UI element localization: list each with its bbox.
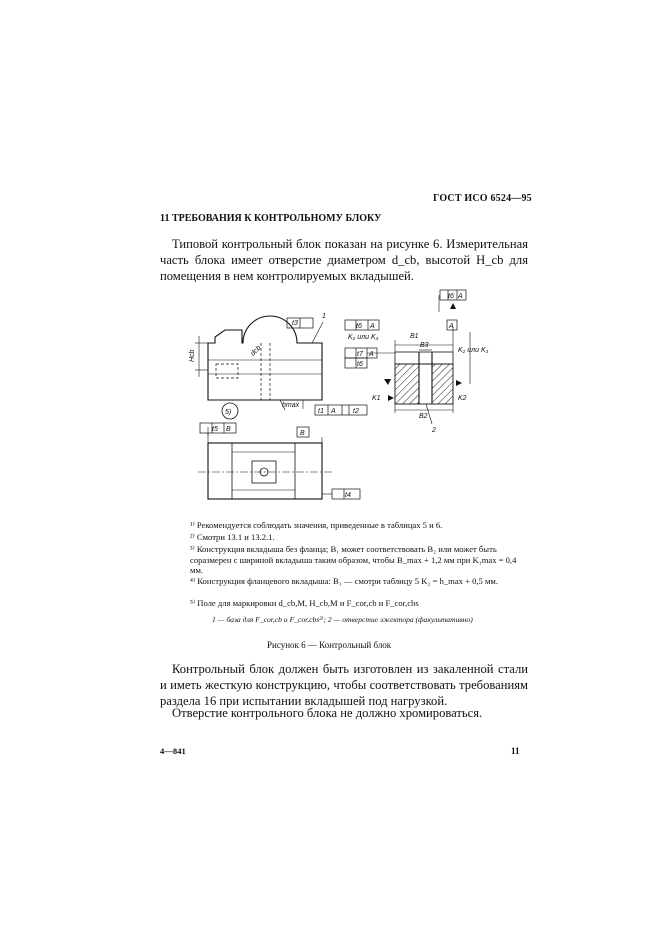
label-a: A (331, 408, 336, 415)
label-dcb: dcb (249, 344, 263, 358)
label-item2: 2 (432, 427, 436, 434)
label-t7: t7 (357, 351, 363, 358)
footnote-4: ⁴⁾ Конструкция фланцевого вкладыша: B₁ — смотри таблицу 5 K₂ = h_max + 0,5 мм. (190, 576, 499, 586)
page-number: 11 (511, 746, 520, 756)
footer-code: 4—841 (160, 746, 186, 756)
label-a-box: A (449, 323, 454, 330)
label-k2k3-top: K₂ или K₃ (348, 334, 379, 341)
figure-caption: Рисунок 6 — Контрольный блок (267, 640, 392, 650)
document-code: ГОСТ ИСО 6524—95 (433, 193, 532, 204)
section-title: 11 ТРЕБОВАНИЯ К КОНТРОЛЬНОМУ БЛОКУ (160, 213, 382, 224)
footnote-5: ⁵⁾ Поле для маркировки d_cb,M, H_cb,M и F_cor,cb и F_cor,cbs (190, 598, 419, 608)
label-t6: t6 (448, 293, 454, 300)
label-t3: t3 (292, 320, 298, 327)
label-a-top: A (458, 293, 463, 300)
label-b2: B2 (419, 413, 428, 420)
label-hmax: hmax (282, 402, 300, 409)
label-t5: t5 (212, 426, 218, 433)
label-t4: t4 (345, 492, 351, 499)
figure-legend: 1 — база для F_cor,cb и F_cor,cbs²⁾; 2 — отверстие эжектора (факультативно) (212, 615, 473, 624)
label-item1: 1 (322, 313, 326, 320)
label-a-left: A (370, 323, 375, 330)
label-hcb: Hcb (189, 349, 196, 362)
label-t6c: t6 (357, 361, 363, 368)
paragraph-chrome: Отверстие контрольного блока не должно хромироваться. (172, 706, 483, 720)
footnote-2: ²⁾ Смотри 13.1 и 13.2.1. (190, 532, 275, 542)
label-a-mid: A (369, 351, 374, 358)
label-t1: t1 (318, 408, 324, 415)
paragraph-requirements: Контрольный блок должен быть изготовлен из закаленной стали и иметь жесткую конструкцию, чтобы соответствовать требованиям раздела 16 при испытании вкладышей под нагрузкой. (160, 662, 528, 708)
footnote-1: ¹⁾ Рекомендуется соблюдать значения, приведенные в таблицах 5 и 6. (190, 520, 443, 530)
label-t6b: t6 (356, 323, 362, 330)
label-b3: B3 (420, 342, 429, 349)
label-b-frame: B (226, 426, 231, 433)
label-k2k3-mid: K₂ или K₃ (458, 347, 489, 354)
label-b: B (300, 430, 305, 437)
footnote-3: ³⁾ Конструкция вкладыша без фланца; B₁ может соответствовать B₂ или может быть соразмерен с шириной вкладыша таким образом, чтобы B_max + 1,2 мм при K₁max = 0,4 мм. (190, 544, 517, 576)
label-t2: t2 (353, 408, 359, 415)
label-k1: K1 (372, 395, 381, 402)
intro-paragraph: Типовой контрольный блок показан на рисунке 6. Измерительная часть блока имеет отверстие диаметром d_cb, высотой H_cb для помещения в нем контролируемых вкладышей. (160, 237, 528, 283)
label-k2: K2 (458, 395, 467, 402)
label-b1: B1 (410, 333, 419, 340)
label-circ5: 5) (225, 409, 232, 416)
front-view-outline (208, 316, 322, 400)
